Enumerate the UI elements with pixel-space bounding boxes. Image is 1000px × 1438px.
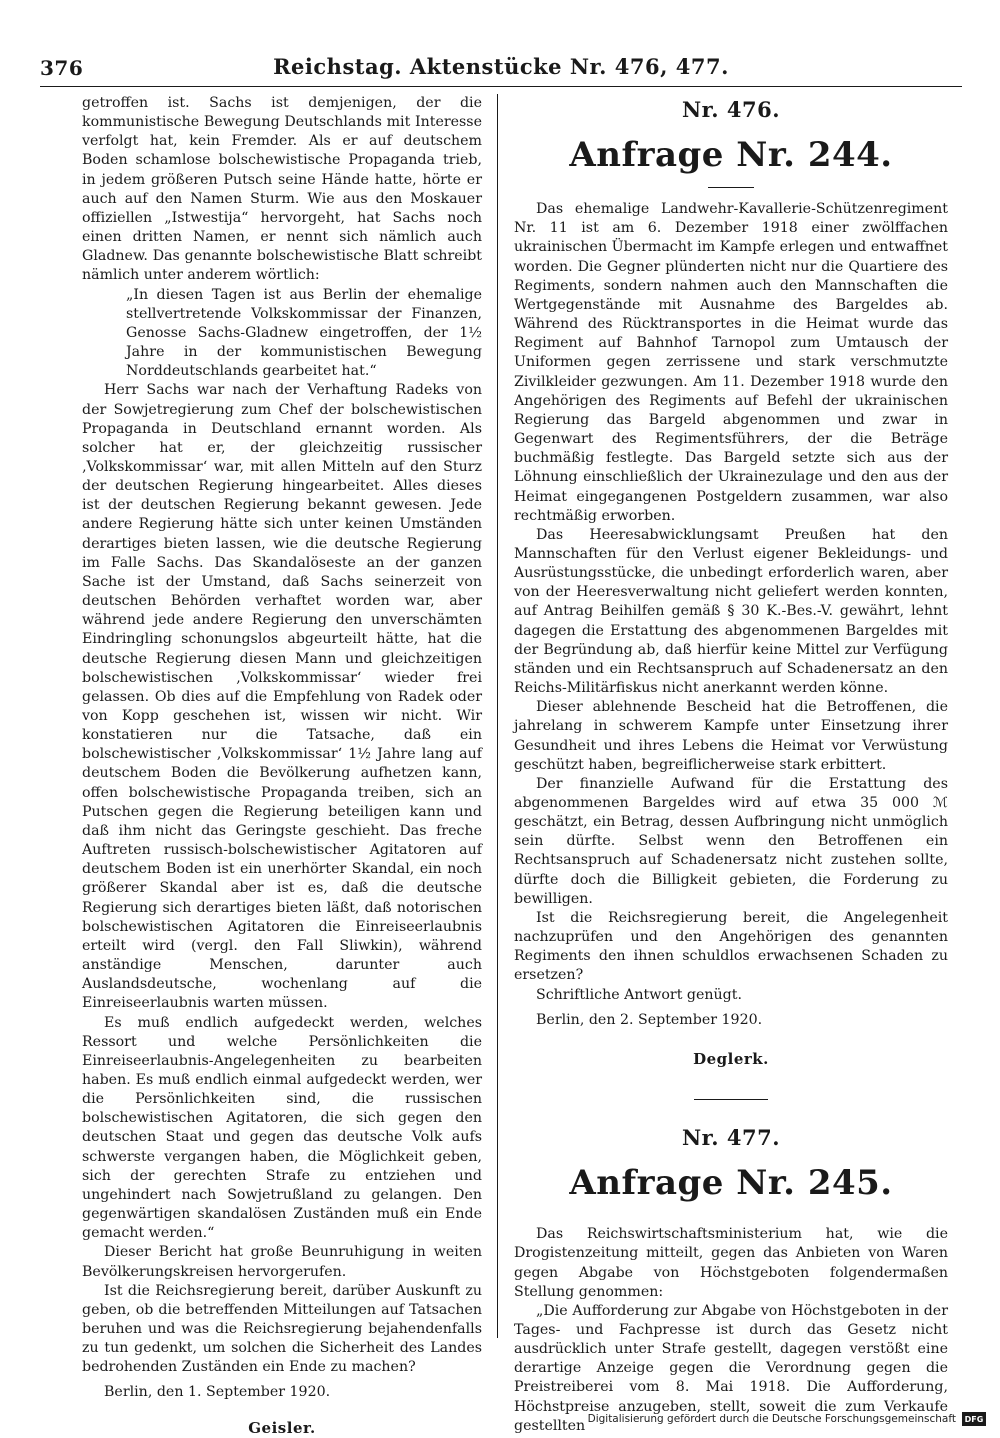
paragraph: Das Reichswirtschaftsministerium hat, wie die Drogistenzeitung mitteilt, gegen das Anbieten von Waren gegen Abgabe von Höchstgeboten folgendermaßen Stellung genommen: — [514, 1226, 948, 1300]
paragraph: Das ehemalige Landwehr-Kavallerie-Schützenregiment Nr. 11 ist am 6. Dezember 1918 einer zwölffachen ukrainischen Übermacht im Kampfe erlegen und entwaffnet worden. Die Gegner plünderten nicht nur die Quartiere des Regiments, sondern nahmen auch den Mannschaften die Wertgegenstände mit Ausnahme des Bargeldes ab. Während des Rücktransportes in die Heimat wurde das Regiment auf Bahnhof Tarnopol zum Umtausch der Uniformen gegen zerrissene und stark verschmutzte Zivilkleider gezwungen. Am 11. Dezember 1918 wurde den Angehörigen des Regiments auf Befehl der ukrainischen Regierung das Bargeld abgenommen und zwar in Gegenwart des Regimentsführers, der die Beträge buchmäßig festlegte. Das Bargeld setzte sich aus der Löhnung einschließlich der Ukrainezulage und den aus der Heimat eingegangenen Postgeldern zusammen, war also rechtmäßig erworben. — [514, 201, 948, 524]
paragraph: „Die Aufforderung zur Abgabe von Höchstgeboten in der Tages- und Fachpresse ist durch das Gesetz nicht ausdrücklich unter Strafe gestellt, dagegen verstößt eine derartige Anzeige gegen die Verordnung gegen die Preistreiberei vom 8. Mai 1918. Die Aufforderung, Höchstpreise anzugeben, stellt, soweit die zum Verkaufe gestellten — [514, 1302, 948, 1434]
section-rule — [694, 1099, 768, 1100]
page-number: 376 — [40, 56, 84, 80]
inquiry-title: Anfrage Nr. 244. — [569, 135, 893, 176]
credit-text: Digitalisierung gefördert durch die Deutsche Forschungsgemeinschaft — [587, 1413, 956, 1425]
quotation: „In diesen Tagen ist aus Berlin der ehemalige stellvertretende Volkskommissar der Finanzen, Genosse Sachs-Gladnew eingetroffen, der 1½ Jahre in der kommunistischen Bewegung Norddeutschlands gearbeitet hat.“ — [126, 286, 482, 380]
section-rule — [708, 187, 754, 188]
left-column — [82, 94, 482, 1438]
dateline: Berlin, den 1. September 1920. — [104, 1384, 331, 1401]
header-rule — [40, 86, 962, 87]
document-number: Nr. 477. — [681, 1125, 781, 1151]
page-header — [40, 52, 962, 82]
running-title: Reichstag. Aktenstücke Nr. 476, 477. — [273, 54, 729, 79]
paragraph: Der finanzielle Aufwand für die Erstattung des abgenommenen Bargeldes wird auf etwa 35 000 ℳ geschätzt, ein Betrag, dessen Aufbringung nicht unmöglich sein dürfte. Selbst wenn den Betroffenen ein Rechtsanspruch auf Schadenersatz nicht zustehen sollte, dürfte doch die Billigkeit gebieten, die Forderung zu bewilligen. — [514, 775, 948, 907]
paragraph: Ist die Reichsregierung bereit, darüber Auskunft zu geben, ob die betreffenden Mitteilungen auf Tatsachen beruhen und was die Reichsregierung bejahendenfalls zu tun gedenkt, um solchen die Sicherheit des Landes bedrohenden Zuständen ein Ende zu machen? — [82, 1282, 482, 1376]
dateline: Berlin, den 2. September 1920. — [536, 1011, 763, 1028]
signature: Geisler. — [248, 1418, 316, 1437]
inquiry-title: Anfrage Nr. 245. — [569, 1163, 893, 1204]
paragraph: Herr Sachs war nach der Verhaftung Radeks von der Sowjetregierung zum Chef der bolschewistischen Propaganda in Deutschland ernannt worden. Als solcher hat er, der gleichzeitig russischer ‚Volkskommissar‘ war, mit allen Mitteln auf den Sturz der deutschen Regierung hingearbeitet. Alles dieses ist der deutschen Regierung bekannt gewesen. Jede andere Regierung hätte sich unter keinen Umständen derartiges bieten lassen, wie die deutsche Regierung im Falle Sachs. Das Skandalöseste an der ganzen Sache ist der Umstand, daß Sachs seinerzeit von deutschen Behörden verhaftet worden war, aber während jede andere Regierung den unverschämten Eindringling schonungslos abgeurteilt hätte, hat die deutsche Regierung diesen Mann und gleichzeitigen bolschewistischen ‚Volkskommissar‘ wieder frei gelassen. Ob dies auf die Empfehlung von Radek oder von Kopp geschehen ist, wissen wir nicht. Wir konstatieren nur die Tatsache, daß ein bolschewistischer ‚Volkskommissar‘ 1½ Jahre lang auf deutschem Boden die Bevölkerung aufhetzen kann, offen bolschewistische Propaganda treiben, sich an Putschen gegen die Regierung beteiligen kann und daß ihm nicht das Geringste geschieht. Das freche Auftreten russisch-bolschewistischer Agitatoren auf deutschem Boden ist ein unerhörter Skandal, ein noch größerer Skandal aber ist es, daß die deutsche Regierung sich derartiges bieten läßt, daß notorischen bolschewistischen Agitatoren die Einreiseerlaubnis erteilt wird (vergl. den Fall Sliwkin), während anständige Menschen, darunter auch Auslandsdeutsche, wochenlang auf die Einreiseerlaubnis warten müssen. — [82, 382, 482, 1012]
document-number: Nr. 476. — [681, 97, 781, 122]
paragraph: Das Heeresabwicklungsamt Preußen hat den Mannschaften für den Verlust eigener Bekleidungs- und Ausrüstungsstücke, die unbedingt erforderlich waren, aber von der Heeresverwaltung nicht geliefert werden konnten, auf Antrag Beihilfen gemäß § 30 K.-Bes.-V. gewährt, lehnt dagegen die Erstattung des abgenommenen Bargeldes mit der Begründung ab, daß hierfür keine Mittel zur Verfügung ständen und ein Rechtsanspruch auf Schadenersatz an den Reichs-Militärfiskus nicht anerkannt werden könne. — [514, 526, 948, 697]
right-column — [514, 94, 948, 1436]
digitization-credit — [588, 1412, 986, 1426]
paragraph: Dieser Bericht hat große Beunruhigung in weiten Bevölkerungskreisen hervorgerufen. — [82, 1244, 482, 1280]
spacer — [514, 1215, 948, 1225]
paragraph: Dieser ablehnende Bescheid hat die Betroffenen, die jahrelang in schwerem Kampfe unter Einsetzung ihrer Gesundheit und ihres Lebens die Heimat vor Verwüstung geschützt haben, begreiflicherweise stark erbittert. — [514, 699, 948, 773]
column-divider — [497, 94, 498, 1338]
paragraph: Ist die Reichsregierung bereit, die Angelegenheit nachzuprüfen und den Angehörigen des genannten Regiments den ihnen schuldlos erwachsenen Schaden zu ersetzen? — [514, 909, 948, 984]
paragraph: Es muß endlich aufgedeckt werden, welches Ressort und welche Persönlichkeiten die Einreiseerlaubnis-Angelegenheiten zu bearbeiten haben. Es muß endlich einmal aufgedeckt werden, wer die Persönlichkeiten sind, die russischen bolschewistischen Agitatoren, die sich gegen den deutschen Staat und gegen das deutsche Volk aufs schwerste vergangen haben, die Möglichkeit geben, sich der gerechten Strafe zu entziehen und ungehindert nach Sowjetrußland zu gelangen. Den gegenwärtigen skandalösen Zuständen muß ein Ende gemacht werden.“ — [82, 1014, 482, 1242]
dfg-logo: DFG — [962, 1412, 986, 1426]
signature: Deglerk. — [693, 1049, 769, 1068]
paragraph: Schriftliche Antwort genügt. — [536, 986, 742, 1003]
paragraph: getroffen ist. Sachs ist demjenigen, der die kommunistische Bewegung Deutschlands mit Interesse verfolgt hat, kein Fremder. Als er auf deutschem Boden schamlose bolschewistische Propaganda trieb, in jedem größeren Putsch seine Hände hatte, hörte er auch auf den Namen Sturm. Wie aus den Moskauer offiziellen „Istwestija“ hervorgeht, hat Sachs noch einen dritten Namen, er nennt sich nämlich auch Gladnew. Das genannte bolschewistische Blatt schreibt nämlich unter anderem wörtlich: — [82, 95, 482, 284]
